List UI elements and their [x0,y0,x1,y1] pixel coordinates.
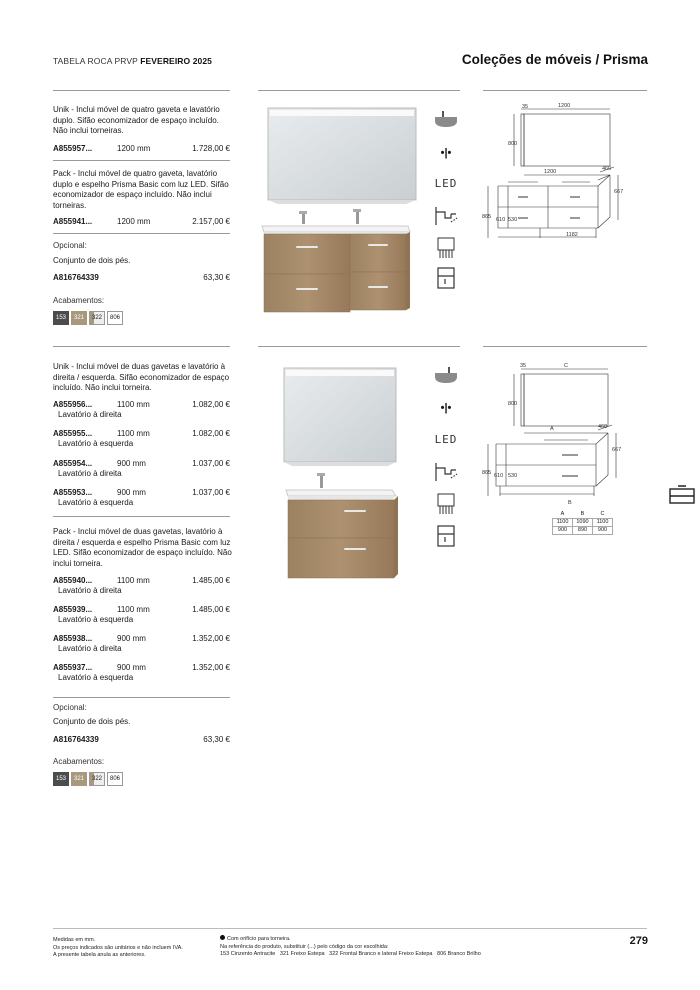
optional-description: Conjunto de dois pés. [53,256,131,265]
product-price: 1.352,00 € [192,663,230,672]
product-code: A855953... [53,488,93,497]
svg-text:B: B [568,500,572,506]
product-description: Unik - Inclui móvel de quatro gaveta e lavatório duplo. Sifão economizador de espaço incluído. Não inclui torneiras. [53,105,220,135]
siphon-icon [432,203,460,229]
product-code: A855937... [53,663,93,672]
divider [53,233,230,234]
product-price: 1.037,00 € [192,488,230,497]
product-variant: Lavatório à direita [58,469,122,478]
dimension-table [552,510,613,535]
product-price: 2.157,00 € [192,217,230,226]
footer-notes: Medidas em mm. Os preços indicados são unitários e não incluem IVA. A presente tabela anula as anteriores. [53,937,183,958]
product-size: 900 mm [117,459,146,468]
divider [483,346,647,347]
dimension-cell: 900 [553,526,573,534]
product-code: A855939... [53,605,93,614]
svg-text:865: 865 [482,470,492,476]
product-variant: Lavatório à direita [58,644,122,653]
finish-swatch-322: 322 [89,311,105,325]
svg-text:35: 35 [522,104,529,110]
product-size: 1100 mm [117,576,150,585]
product-code: A855941... [53,217,93,226]
svg-text:460: 460 [602,166,612,172]
basin-shape-icon [432,363,460,389]
product-variant: Lavatório à esquerda [58,615,134,624]
dimension-header: B [580,510,585,517]
product-variant: Lavatório à esquerda [58,498,134,507]
svg-text:667: 667 [612,447,622,453]
two-taps-icon: •|• [440,402,452,414]
finish-swatch-153: 153 [53,311,69,325]
finish-swatch-321: 321 [71,311,87,325]
product-price: 1.728,00 € [192,144,230,153]
svg-text:610: 610 [496,217,506,223]
divider [53,516,230,517]
product-code: A855956... [53,400,93,409]
footer-legend: Com orifício para torneira. Na referência do produto, substituir (...) pelo código da cor escolhida: 153 Cinzento Antracite 321 Freixo Estepa 322 Frontal Branco e lateral Freixo Estepa 806 Branco Brilho [220,936,481,957]
divider [53,160,230,161]
product-code: A855938... [53,634,93,643]
dimension-cell: 1090 [573,518,593,526]
finishes-label: Acabamentos: [53,296,105,305]
svg-text:1200: 1200 [544,169,557,175]
svg-text:C: C [564,363,568,369]
optional-description: Conjunto de dois pés. [53,717,131,726]
product-description: Unik - Inclui móvel de duas gavetas e lavatório à direita / esquerda. Sifão economizador de espaço incluído. Não inclui torneira. [53,362,230,392]
furniture-section-icon [668,485,696,507]
siphon-icon [432,459,460,485]
product-image-double-vanity [258,100,428,340]
dimension-cell: 1100 [593,518,613,526]
technical-drawing-1 [478,100,648,260]
divider [258,90,460,91]
technical-drawing-2 [478,358,648,508]
led-icon: LED [434,176,458,190]
svg-text:667: 667 [614,189,624,195]
product-size: 900 mm [117,663,146,672]
two-taps-icon: •|• [440,147,452,159]
product-description: Pack - Inclui móvel de quatro gaveta, lavatório duplo e espelho Prisma Basic com luz LED. Sifão economizador de espaço incluído. Não inclui torneiras. [53,169,229,210]
feet-icon [432,235,460,261]
finish-swatch-321: 321 [71,772,87,786]
dimension-cell: 1100 [553,518,573,526]
product-size: 1100 mm [117,605,150,614]
product-image-single-vanity [278,362,418,587]
optional-code: A816764339 [53,735,99,744]
divider [53,697,230,698]
product-price: 1.037,00 € [192,459,230,468]
finish-swatch-153: 153 [53,772,69,786]
svg-text:610: 610 [494,473,504,479]
svg-text:1182: 1182 [566,232,578,238]
footer-divider [53,928,647,929]
product-size: 1100 mm [117,400,150,409]
finish-swatches [53,772,123,786]
product-size: 1200 mm [117,144,151,153]
product-code: A855940... [53,576,93,585]
product-description: Pack - Inclui móvel de duas gavetas, lavatório à direita / esquerda e espelho Prisma Basic com luz LED. Sifão economizador de espaço incluído. Não inclui torneira. [53,527,232,568]
product-size: 1100 mm [117,429,150,438]
dimension-header: A [560,510,565,517]
svg-text:1200: 1200 [558,103,571,109]
svg-text:530: 530 [508,473,518,479]
dimension-cell: 900 [593,526,613,534]
optional-label: Opcional: [53,241,87,250]
optional-price: 63,30 € [203,273,230,282]
header-left: TABELA ROCA PRVP FEVEREIRO 2025 [53,56,213,66]
hole-dot-icon [220,935,225,940]
svg-text:A: A [550,426,554,432]
svg-text:530: 530 [508,217,518,223]
page-number: 279 [629,935,648,947]
product-price: 1.485,00 € [192,576,230,585]
basin-shape-icon [432,107,460,133]
finish-swatch-806: 806 [107,772,123,786]
product-size: 900 mm [117,488,146,497]
led-icon: LED [434,432,458,446]
divider [53,90,230,91]
dimension-cell: 890 [573,526,593,534]
product-price: 1.082,00 € [192,400,230,409]
finish-swatch-322: 322 [89,772,105,786]
optional-code: A816764339 [53,273,99,282]
svg-text:800: 800 [508,401,518,407]
product-variant: Lavatório à esquerda [58,673,134,682]
svg-text:800: 800 [508,141,518,147]
page-title: Coleções de móveis / Prisma [461,52,648,67]
divider [258,346,460,347]
feet-icon [432,491,460,517]
product-code: A855954... [53,459,93,468]
product-price: 1.082,00 € [192,429,230,438]
product-code: A855957... [53,144,93,153]
svg-text:865: 865 [482,214,492,220]
optional-price: 63,30 € [203,735,230,744]
divider [483,90,647,91]
wall-mount-icon [432,265,460,291]
finishes-label: Acabamentos: [53,757,105,766]
product-code: A855955... [53,429,93,438]
product-variant: Lavatório à esquerda [58,439,134,448]
product-size: 900 mm [117,634,146,643]
dimension-header: C [600,510,605,517]
product-size: 1200 mm [117,217,151,226]
svg-text:460: 460 [598,424,608,430]
finish-swatches [53,311,123,325]
divider [53,346,230,347]
product-price: 1.352,00 € [192,634,230,643]
optional-label: Opcional: [53,703,87,712]
finish-swatch-806: 806 [107,311,123,325]
product-price: 1.485,00 € [192,605,230,614]
product-variant: Lavatório à direita [58,410,122,419]
wall-mount-icon [432,523,460,549]
product-variant: Lavatório à direita [58,586,122,595]
svg-text:35: 35 [520,363,527,369]
